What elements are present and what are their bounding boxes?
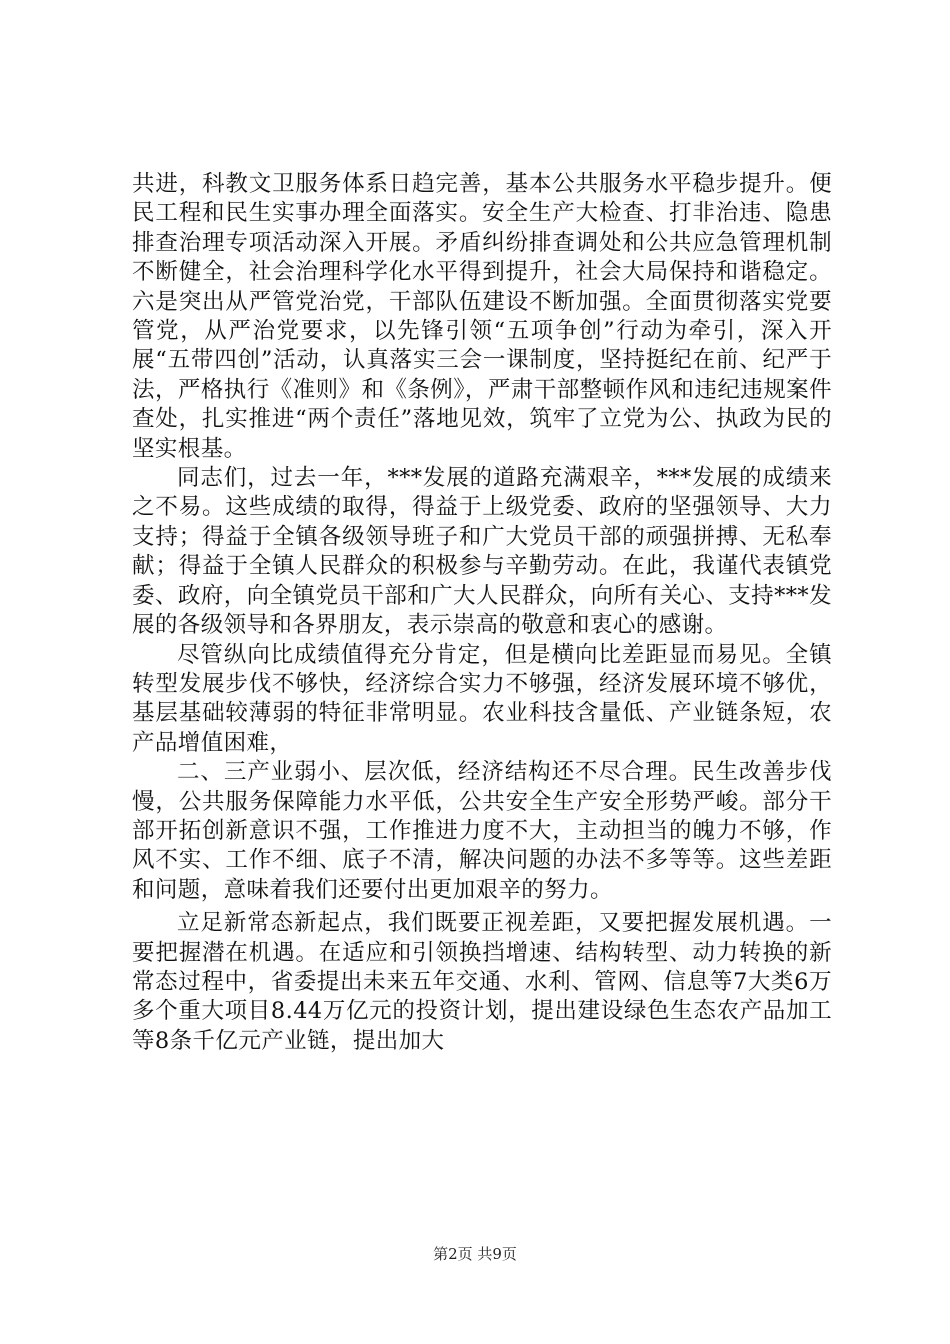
paragraph-2: 同志们，过去一年，***发展的道路充满艰辛，***发展的成绩来之不易。这些成绩的取得，得益于上级党委、政府的坚强领导、大力支持；得益于全镇各级领导班子和广大党员干部的顽强拼搏、无私奉献；得益于全镇人民群众的积极参与辛勤劳动。在此，我谨代表镇党委、政府，向全镇党员干部和广大人民群众，向所有关心、支持***发展的各级领导和各界朋友，表示崇高的敬意和衷心的感谢。: [132, 465, 832, 639]
paragraph-5: 立足新常态新起点，我们既要正视差距，又要把握发展机遇。一要把握潜在机遇。在适应和引领换挡增速、结构转型、动力转换的新常态过程中，省委提出未来五年交通、水利、管网、信息等7大类6万多个重大项目8.44万亿元的投资计划，提出建设绿色生态农产品加工等8条千亿元产业链，提出加大: [132, 910, 832, 1054]
page-footer: 第2页 共9页: [433, 1245, 517, 1263]
paragraph-1: 共进，科教文卫服务体系日趋完善，基本公共服务水平稳步提升。便民工程和民生实事办理全面落实。安全生产大检查、打非治违、隐患排查治理专项活动深入开展。矛盾纠纷排查调处和公共应急管理机制不断健全，社会治理科学化水平得到提升，社会大局保持和谐稳定。六是突出从严管党治党，干部队伍建设不断加强。全面贯彻落实党要管党，从严治党要求，以先锋引领“五项争创”行动为牵引，深入开展“五带四创”活动，认真落实三会一课制度，坚持挺纪在前、纪严于法，严格执行《准则》和《条例》，严肃干部整顿作风和违纪违规案件查处，扎实推进“两个责任”落地见效，筑牢了立党为公、执政为民的坚实根基。: [132, 171, 832, 462]
paragraph-4: 二、三产业弱小、层次低，经济结构还不尽合理。民生改善步伐慢，公共服务保障能力水平低，公共安全生产安全形势严峻。部分干部开拓创新意识不强，工作推进力度不大，主动担当的魄力不够，作风不实、工作不细、底子不清，解决问题的办法不多等等。这些差距和问题，意味着我们还要付出更加艰辛的努力。: [132, 759, 832, 903]
paragraph-3: 尽管纵向比成绩值得充分肯定，但是横向比差距显而易见。全镇转型发展步伐不够快，经济综合实力不够强，经济发展环境不够优，基层基础较薄弱的特征非常明显。农业科技含量低、产业链条短，农产品增值困难，: [132, 641, 832, 756]
body-text: [132, 170, 832, 1056]
